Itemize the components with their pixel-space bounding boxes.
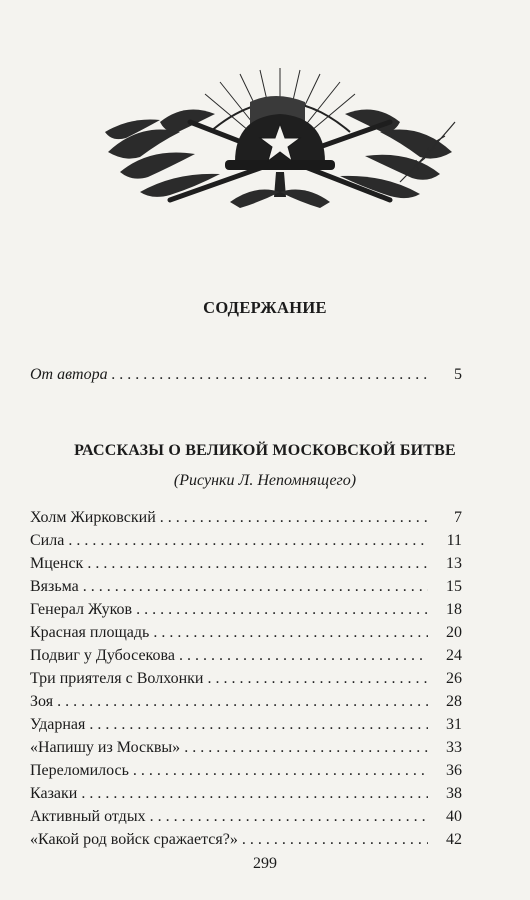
dot-leader bbox=[81, 783, 428, 805]
toc-entry[interactable] bbox=[30, 576, 462, 598]
dot-leader bbox=[133, 760, 428, 782]
toc-entry-page: 42 bbox=[446, 831, 462, 848]
toc-entry-title: Активный отдых bbox=[30, 808, 146, 825]
toc-entry-page: 28 bbox=[446, 693, 462, 710]
toc-entry-page: 20 bbox=[446, 624, 462, 641]
toc-entry[interactable] bbox=[30, 760, 462, 782]
dot-leader bbox=[83, 576, 428, 598]
dot-leader bbox=[242, 829, 428, 851]
toc-entry-title: Вязьма bbox=[30, 578, 79, 595]
dot-leader bbox=[184, 737, 428, 759]
toc-entry-page: 36 bbox=[446, 762, 462, 779]
toc-entry-title: Генерал Жуков bbox=[30, 601, 133, 618]
toc-entry-intro[interactable] bbox=[30, 364, 462, 386]
toc-entry-page: 26 bbox=[446, 670, 462, 687]
toc-entry-page: 7 bbox=[454, 509, 462, 526]
toc-entry-page: 5 bbox=[454, 366, 462, 383]
toc-entry-page: 24 bbox=[446, 647, 462, 664]
dot-leader bbox=[153, 622, 428, 644]
dot-leader bbox=[89, 714, 428, 736]
page-number: 299 bbox=[253, 855, 277, 872]
toc-entry[interactable] bbox=[30, 645, 462, 667]
toc-entry-title: Мценск bbox=[30, 555, 84, 572]
toc-entry[interactable] bbox=[30, 553, 462, 575]
dot-leader bbox=[136, 599, 428, 621]
military-emblem-icon bbox=[100, 62, 460, 212]
toc-entry-title: «Напишу из Москвы» bbox=[30, 739, 181, 756]
toc-entry-title: Зоя bbox=[30, 693, 54, 710]
toc-entry-page: 18 bbox=[446, 601, 462, 618]
toc-entry[interactable] bbox=[30, 829, 462, 851]
toc-entry-title: Переломилось bbox=[30, 762, 129, 779]
toc-entry-title: Сила bbox=[30, 532, 65, 549]
toc-entry[interactable] bbox=[30, 507, 462, 529]
toc-entry-title: Красная площадь bbox=[30, 624, 150, 641]
dot-leader bbox=[207, 668, 428, 690]
toc-entry-page: 33 bbox=[446, 739, 462, 756]
toc-entry-page: 15 bbox=[446, 578, 462, 595]
toc-entry-title: Казаки bbox=[30, 785, 78, 802]
toc-entry-title: От автора bbox=[30, 366, 108, 383]
toc-entry-page: 40 bbox=[446, 808, 462, 825]
toc-entry-page: 11 bbox=[446, 532, 462, 549]
toc-entry[interactable] bbox=[30, 691, 462, 713]
toc-entry-page: 38 bbox=[446, 785, 462, 802]
dot-leader bbox=[57, 691, 428, 713]
toc-entry-page: 13 bbox=[446, 555, 462, 572]
dot-leader bbox=[112, 364, 428, 386]
toc-entry-title: Ударная bbox=[30, 716, 86, 733]
dot-leader bbox=[68, 530, 428, 552]
toc-entry[interactable] bbox=[30, 783, 462, 805]
toc-entry[interactable] bbox=[30, 599, 462, 621]
toc-entry-title: Подвиг у Дубосекова bbox=[30, 647, 175, 664]
toc-entry-title: Холм Жирковский bbox=[30, 509, 156, 526]
toc-entry[interactable] bbox=[30, 737, 462, 759]
section-subtitle: (Рисунки Л. Непомнящего) bbox=[173, 472, 357, 489]
toc-entry-page: 31 bbox=[446, 716, 462, 733]
contents-heading: СОДЕРЖАНИЕ bbox=[203, 298, 327, 317]
dot-leader bbox=[179, 645, 428, 667]
toc-entry-title: Три приятеля с Волхонки bbox=[30, 670, 204, 687]
toc-entry-title: «Какой род войск сражается?» bbox=[30, 831, 238, 848]
dot-leader bbox=[87, 553, 428, 575]
toc-entry[interactable] bbox=[30, 806, 462, 828]
dot-leader bbox=[150, 806, 428, 828]
section-title: РАССКАЗЫ О ВЕЛИКОЙ МОСКОВСКОЙ БИТВЕ bbox=[74, 442, 456, 459]
dot-leader bbox=[160, 507, 428, 529]
toc-entry[interactable] bbox=[30, 530, 462, 552]
toc-entry[interactable] bbox=[30, 622, 462, 644]
toc-entry[interactable] bbox=[30, 714, 462, 736]
toc-entry[interactable] bbox=[30, 668, 462, 690]
